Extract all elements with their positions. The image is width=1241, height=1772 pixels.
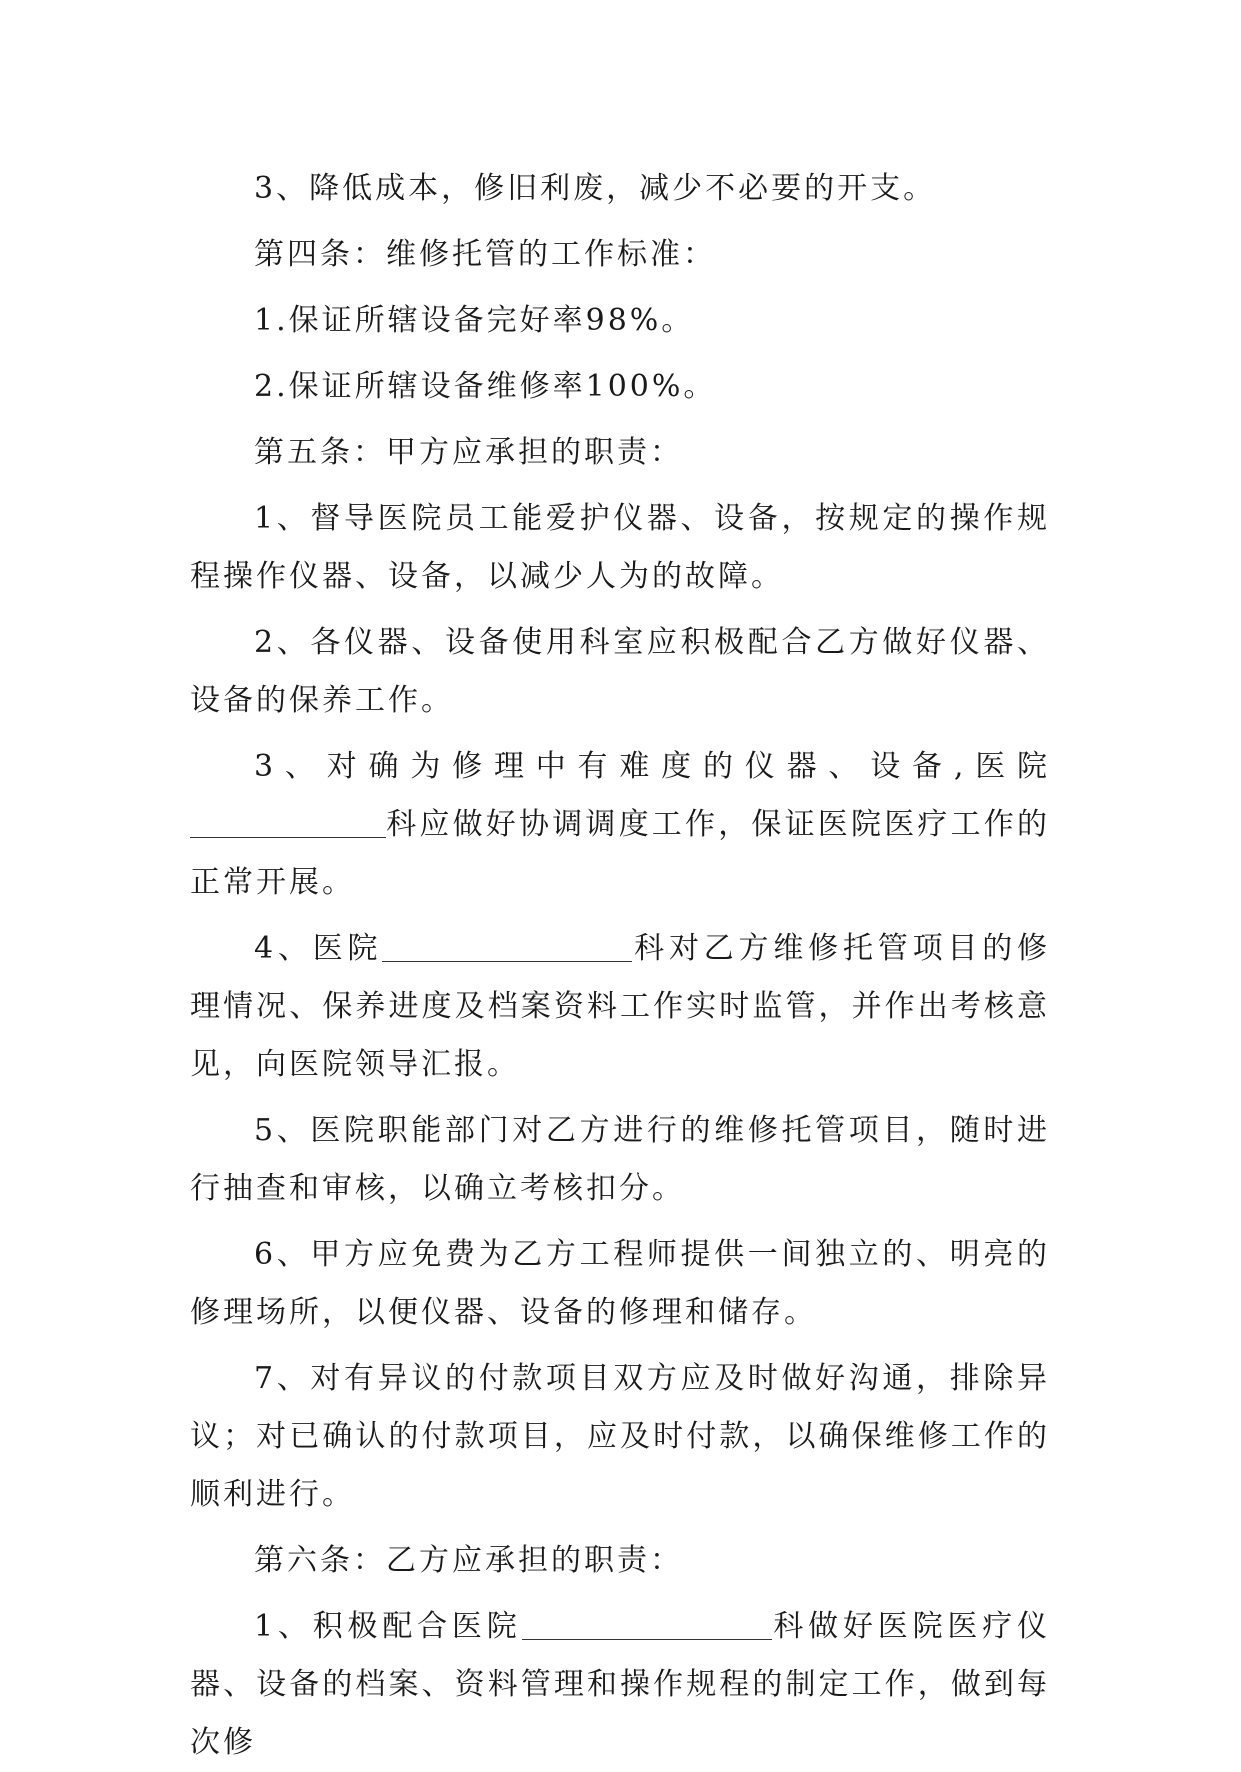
paragraph-text-before-blank: 1、积极配合医院 xyxy=(254,1609,522,1644)
paragraph-party-a-5: 5、医院职能部门对乙方进行的维修托管项目，随时进行抽查和审核，以确立考核扣分。 xyxy=(190,1113,1050,1206)
paragraph-text-after-blank: 科做好医院医疗仪器、设备的档案、资料管理和操作规程的制定工作，做到每次修 xyxy=(190,1609,1050,1760)
heading-article-6: 第六条：乙方应承担的职责： xyxy=(254,1543,683,1578)
paragraph-standard-1: 1.保证所辖设备完好率98%。 xyxy=(254,303,695,338)
fill-in-blank[interactable] xyxy=(382,931,632,962)
paragraph-party-b-1 xyxy=(190,1598,1050,1772)
paragraph-text-before-blank: 4、医院 xyxy=(254,931,383,966)
paragraph-standard-2: 2.保证所辖设备维修率100%。 xyxy=(254,369,717,404)
paragraph-party-a-7: 7、对有异议的付款项目双方应及时做好沟通，排除异议；对已确认的付款项目，应及时付款，以确保维修工作的顺利进行。 xyxy=(190,1361,1050,1512)
fill-in-blank[interactable] xyxy=(190,807,386,838)
heading-article-4: 第四条：维修托管的工作标准： xyxy=(254,237,716,272)
paragraph-party-a-1: 1、督导医院员工能爱护仪器、设备，按规定的操作规程操作仪器、设备，以减少人为的故障。 xyxy=(190,501,1050,594)
paragraph-party-a-3 xyxy=(190,738,1050,912)
fill-in-blank[interactable] xyxy=(522,1609,772,1640)
paragraph-text-after-blank: 科对乙方维修托管项目的修理情况、保养进度及档案资料工作实时监管，并作出考核意见，向医院领导汇报。 xyxy=(190,931,1051,1082)
paragraph-text-before-blank: 3、对确为修理中有难度的仪器、设备,医院 xyxy=(254,749,1050,784)
paragraph-3-cost: 3、降低成本，修旧利废，减少不必要的开支。 xyxy=(254,171,937,206)
paragraph-party-a-4 xyxy=(190,920,1050,1094)
paragraph-text-after-blank: 科应做好协调调度工作，保证医院医疗工作的正常开展。 xyxy=(190,807,1050,900)
document-page xyxy=(190,160,1050,1772)
paragraph-party-a-2: 2、各仪器、设备使用科室应积极配合乙方做好仪器、设备的保养工作。 xyxy=(190,625,1050,718)
heading-article-5: 第五条：甲方应承担的职责： xyxy=(254,435,683,470)
paragraph-party-a-6: 6、甲方应免费为乙方工程师提供一间独立的、明亮的修理场所，以便仪器、设备的修理和储存。 xyxy=(190,1237,1050,1330)
